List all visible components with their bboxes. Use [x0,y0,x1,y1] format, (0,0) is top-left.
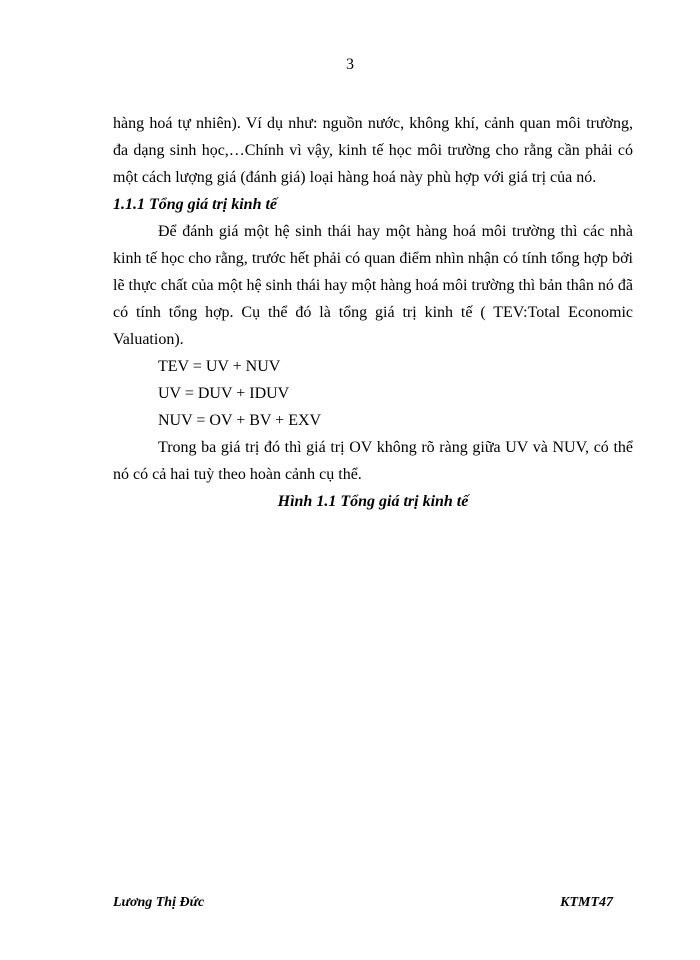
paragraph-intro: hàng hoá tự nhiên). Ví dụ như: nguồn nước, không khí, cảnh quan môi trường, đa dạng sinh học,…Chính vì vậy, kinh tế học môi trường cho rằng cần phải có một cách lượng giá (đánh giá) loại hàng hoá này phù hợp với giá trị của nó. [113,115,633,186]
formula-nuv: NUV = OV + BV + EXV [158,412,322,429]
section-heading: 1.1.1 Tổng giá trị kinh tế [113,196,278,213]
figure-caption: Hình 1.1 Tổng giá trị kinh tế [277,493,469,510]
paragraph-tev-definition: Để đánh giá một hệ sinh thái hay một hàng hoá môi trường thì các nhà kinh tế học cho rằng, trước hết phải có quan điểm nhìn nhận có tính tổng hợp bởi lẽ thực chất của một hệ sinh thái hay một hàng hoá môi trường thì bản thân nó đã có tính tổng hợp. Cụ thể đó là tổng giá trị kinh tế ( TEV:Total Economic Valuation). [113,223,633,348]
formula-tev: TEV = UV + NUV [158,358,281,375]
footer-author: Lương Thị Đức [113,895,205,910]
page-number: 3 [346,56,354,73]
footer-class-code: KTMT47 [560,895,613,910]
paragraph-ov-note: Trong ba giá trị đó thì giá trị OV không rõ ràng giữa UV và NUV, có thể nó có cả hai tuỳ theo hoàn cảnh cụ thể. [113,439,633,483]
formula-uv: UV = DUV + IDUV [158,385,290,402]
page-body [113,110,633,515]
